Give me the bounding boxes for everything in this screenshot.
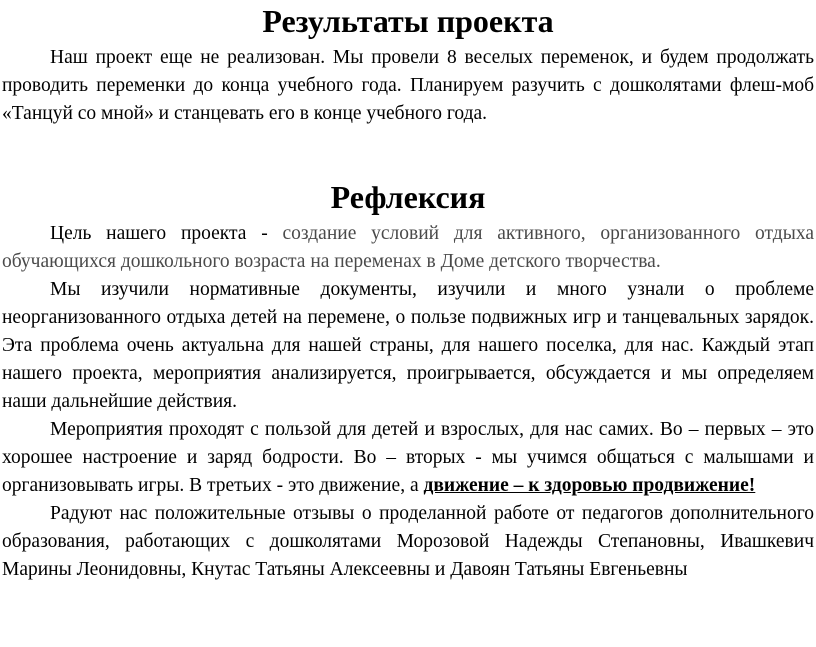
goal-dash: - [246, 223, 283, 244]
benefits-paragraph [2, 416, 814, 500]
results-title: Результаты проекта [262, 3, 554, 39]
reflection-title: Рефлексия [330, 179, 486, 215]
results-paragraph: Наш проект еще не реализован. Мы провели 8 веселых переменок, и будем продолжать проводить переменки до конца учебного года. Планируем разучить с дошколятами флеш-моб «Танцуй со мной» и станцевать его в конце учебного года. [2, 47, 814, 124]
study-paragraph: Мы изучили нормативные документы, изучили и много узнали о проблеме неорганизованного отдыха детей на перемене, о пользе подвижных игр и танцевальных зарядок. Эта проблема очень актуальна для нашей страны, для нашего поселка, для нас. Каждый этап нашего проекта, мероприятия анализируется, проигрывается, обсуждается и мы определяем наши дальнейшие действия. [2, 279, 814, 412]
benefits-emphasis: движение – к здоровью продвижение! [423, 475, 756, 496]
goal-paragraph [2, 220, 814, 276]
goal-text: создание условий для активного, организованного отдыха обучающихся дошкольного возраста на переменах в Доме детского творчества. [2, 223, 814, 272]
feedback-paragraph: Радуют нас положительные отзывы о проделанной работе от педагогов дополнительного образования, работающих с дошколятами Морозовой Надежды Степановны, Ивашкевич Марины Леонидовны, Кнутас Татьяны Алексеевны и Давоян Татьяны Евгеньевны [2, 503, 814, 580]
benefits-text: Мероприятия проходят с пользой для детей и взрослых, для нас самих. Во – первых – это хорошее настроение и заряд бодрости. Во – вторых - мы учимся общаться с малышами и организовывать игры. В третьих - это движение, а [2, 419, 814, 496]
goal-lead: Цель нашего проекта [50, 223, 247, 244]
